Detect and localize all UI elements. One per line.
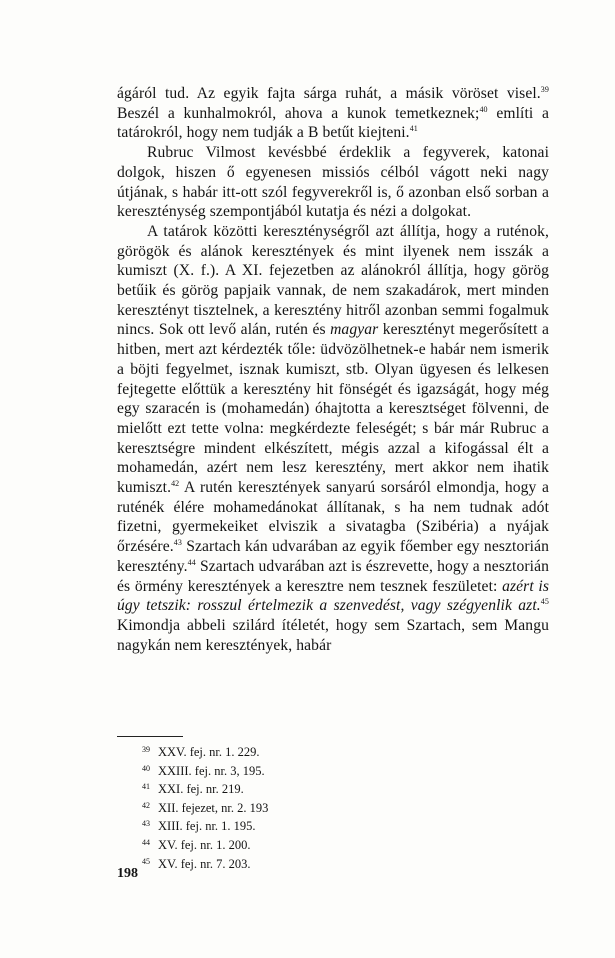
text-run: Kimondja abbeli szilárd ítéletét, hogy sem Szartach, sem Mangu nagykán nem keresztények, habár xyxy=(117,616,549,654)
footnote-number: 45 xyxy=(142,856,150,866)
footnote-text: XII. fejezet, nr. 2. 193 xyxy=(158,800,269,815)
text-run: Rubruc Vilmost kevésbbé érdeklik a fegyverek, katonai dolgok, hiszen ő egyenesen missiós célból vágott neki nagy útjának, s habár itt-ott szól fegyverekről is, ő azonban első sorban a kereszténység szempontjából kutatja és nézi a dolgokat. xyxy=(117,144,549,221)
text-run: Szartach udvarában azt is észrevette, hogy a nesztorián és örmény keresztények a keresztre nem tesznek feszületet: xyxy=(117,557,549,595)
footnote-number: 40 xyxy=(142,763,150,773)
footnote-reference: 44 xyxy=(187,557,196,567)
italic-text-run: azért is úgy tetszik: rosszul értelmezik a szenvedést, vagy szégyenlik azt. xyxy=(117,577,550,615)
footnote xyxy=(142,798,402,817)
footnote-reference: 45 xyxy=(540,597,549,607)
paragraph xyxy=(117,84,549,143)
footnote-text: XV. fej. nr. 7. 203. xyxy=(158,856,251,871)
text-run: említi a tatárokról, hogy nem tudják a B betűt kiejteni. xyxy=(117,104,549,142)
footnote-number: 42 xyxy=(142,800,150,810)
footnote xyxy=(142,761,402,780)
footnote-reference: 40 xyxy=(479,104,488,114)
footnote-reference: 42 xyxy=(171,479,180,489)
footnote-reference: 41 xyxy=(409,124,418,134)
page-number: 198 xyxy=(117,866,138,881)
footnote-number: 43 xyxy=(142,819,150,829)
body-text xyxy=(117,84,549,655)
footnote xyxy=(142,816,402,835)
footnote xyxy=(142,779,402,798)
footnote-text: XV. fej. nr. 1. 200. xyxy=(158,837,251,852)
paragraph xyxy=(117,143,549,222)
footnote xyxy=(142,742,402,761)
footnote-text: XXV. fej. nr. 1. 229. xyxy=(158,745,260,759)
text-run: ágáról tud. Az egyik fajta sárga ruhát, a másik vöröset visel. xyxy=(117,85,541,102)
footnote-reference: 39 xyxy=(540,85,549,94)
text-run: keresztényt megerősített a hitben, mert azt kérdezték tőle: üdvözölhetnek-e habár nem ismerik a böjti fegyelmet, isznak kumiszt, stb. Olyan ügyesen és lelkesen fejtegette előttük a keresztény hit fönségét és igazságát, hogy még egy szaracén is (mohamedán) óhajtotta a keresztséget fölvenni, de mielőtt ezt tette volna: megkérdezte feleségét; s bár már Rubruc a keresztségre mindent elkészített, mégis azzal a kifogással élt a mohamedán, azért nem lesz keresztény, mert akkor nem ihatik kumiszt. xyxy=(117,321,549,497)
footnote-number: 44 xyxy=(142,837,150,847)
footnote-divider xyxy=(117,736,183,737)
footnote-text: XXI. fej. nr. 219. xyxy=(158,782,244,797)
italic-text-run: magyar xyxy=(330,321,379,339)
footnote-reference: 43 xyxy=(173,538,182,548)
text-run: A tatárok közötti kereszténységről azt állítja, hogy a ruténok, görögök és alánok keresztények és mint ilyenek nem isszák a kumiszt (X. f.). A XI. fejezetben az alánokról állítja, hogy görög betűik és görög papjaik vannak, de nem szakadárok, mert minden keresztényt tisztelnek, a keresztény hitről azonban semmi fogalmuk nincs. Sok ott levő alán, rutén és xyxy=(117,222,549,339)
footnote-text: XXIII. fej. nr. 3, 195. xyxy=(158,763,265,778)
footnotes xyxy=(142,742,402,872)
paragraph xyxy=(117,222,549,655)
text-run: A rutén keresztények sanyarú sorsáról elmondja, hogy a ruténék élére mohamedánokat állítanak, s ha nem tudnak adót fizetni, gyermekeiket elviszik a sivatagba (Szibéria) a nyájak őrzésére. xyxy=(117,479,549,556)
footnote xyxy=(142,854,402,873)
footnote-number: 41 xyxy=(142,782,150,792)
footnote-number: 39 xyxy=(142,745,150,754)
footnote xyxy=(142,835,402,854)
footnote-text: XIII. fej. nr. 1. 195. xyxy=(158,819,256,834)
text-run: Beszél a kunhalmokról, ahova a kunok temetkeznek; xyxy=(117,104,480,122)
text-run: Szartach kán udvarában az egyik főember egy nesztorián keresztény. xyxy=(117,538,549,575)
